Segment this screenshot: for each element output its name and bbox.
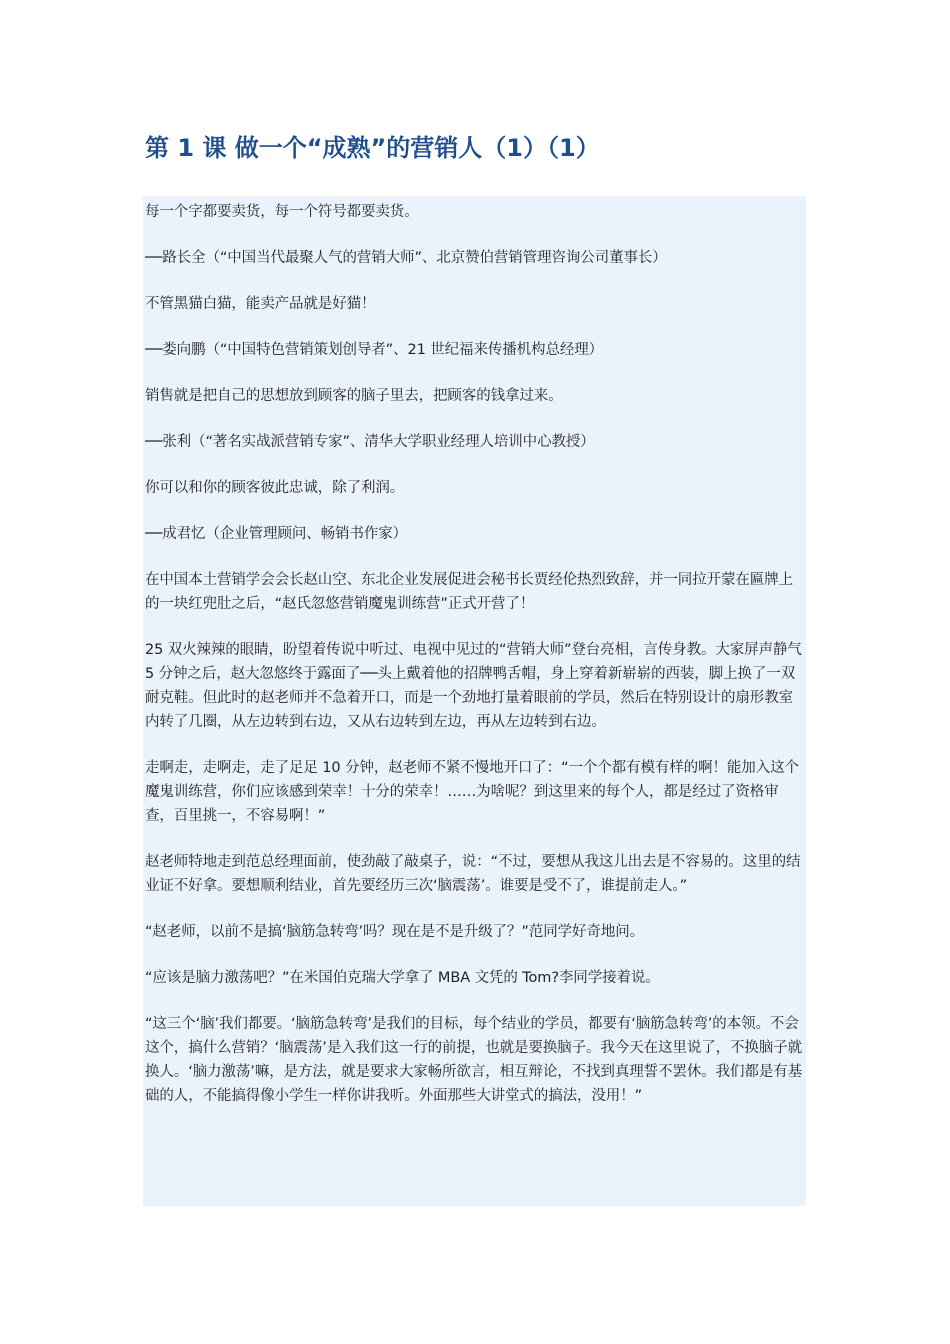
quote-attribution: ──成君忆（企业管理顾问、畅销书作家） bbox=[145, 526, 408, 542]
quote-text: 不管黑猫白猫，能卖产品就是好猫！ bbox=[145, 296, 376, 312]
content-box bbox=[143, 196, 806, 1206]
body-paragraph: “这三个‘脑’我们都要。‘脑筋急转弯’是我们的目标，每个结业的学员，都要有‘脑筋急转弯’的本领。不会这个，搞什么营销？‘脑震荡’是入我们这一行的前提，也就是要换脑子。我今天在这里说了，不换脑子就换人。‘脑力激荡’嘛，是方法，就是要求大家畅所欲言，相互辩论，不找到真理誓不罢休。我们都是有基础的人，不能搞得像小学生一样你讲我听。外面那些大讲堂式的搞法，没用！” bbox=[145, 1016, 803, 1104]
quote-attribution: ──路长全（“中国当代最聚人气的营销大师”、北京赞伯营销管理咨询公司董事长） bbox=[145, 250, 667, 266]
body-paragraph: 走啊走，走啊走，走了足足 10 分钟，赵老师不紧不慢地开口了：“一个个都有模有样的啊！能加入这个魔鬼训练营，你们应该感到荣幸！十分的荣幸！……为啥呢？到这里来的每个人，都是经过了资格审查，百里挑一，不容易啊！” bbox=[145, 760, 799, 824]
quote-attribution: ──张利（“著名实战派营销专家”、清华大学职业经理人培训中心教授） bbox=[145, 434, 595, 450]
body-paragraph: 赵老师特地走到范总经理面前，使劲敲了敲桌子，说：“不过，要想从我这儿出去是不容易的。这里的结业证不好拿。要想顺利结业，首先要经历三次‘脑震荡’。谁要是受不了，谁提前走人。” bbox=[145, 854, 801, 894]
body-paragraph: “应该是脑力激荡吧？”在米国伯克瑞大学拿了 MBA 文凭的 Tom?李同学接着说。 bbox=[145, 970, 660, 986]
quote-text: 每一个字都要卖货，每一个符号都要卖货。 bbox=[145, 204, 419, 220]
page-title: 第 1 课 做一个“成熟”的营销人（1）（1） bbox=[145, 134, 600, 162]
quote-text: 销售就是把自己的思想放到顾客的脑子里去，把顾客的钱拿过来。 bbox=[145, 388, 563, 404]
body-paragraph: 在中国本土营销学会会长赵山空、东北企业发展促进会秘书长贾经伦热烈致辞，并一同拉开蒙在匾牌上的一块红兜肚之后，“赵氏忽悠营销魔鬼训练营”正式开营了！ bbox=[145, 572, 793, 612]
body-paragraph: “赵老师，以前不是搞‘脑筋急转弯’吗？现在是不是升级了？”范同学好奇地问。 bbox=[145, 924, 645, 940]
body-paragraph: 25 双火辣辣的眼睛，盼望着传说中听过、电视中见过的“营销大师”登台亮相，言传身教。大家屏声静气 5 分钟之后，赵大忽悠终于露面了──头上戴着他的招牌鸭舌帽，身上穿着新崭崭的西装，脚上换了一双耐克鞋。但此时的赵老师并不急着开口，而是一个劲地打量着眼前的学员，然后在特别设计的扇形教室内转了几圈，从左边转到右边，又从右边转到左边，再从左边转到右边。 bbox=[145, 642, 802, 730]
quote-text: 你可以和你的顾客彼此忠诚，除了利润。 bbox=[145, 480, 405, 496]
quote-attribution: ──娄向鹏（“中国特色营销策划创导者”、21 世纪福来传播机构总经理） bbox=[145, 342, 604, 358]
